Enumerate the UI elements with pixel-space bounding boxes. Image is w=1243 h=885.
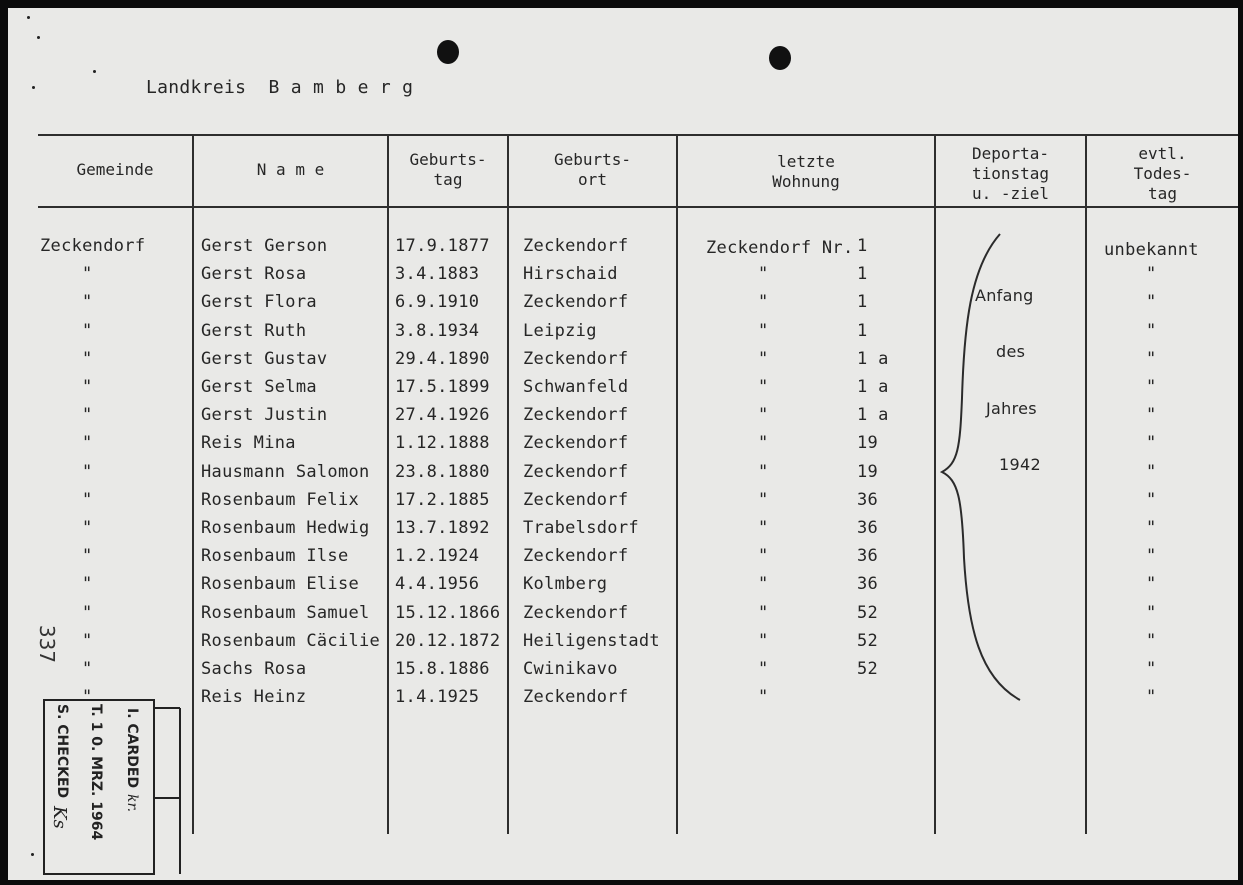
cell-wohnung-nr: 36	[857, 574, 879, 595]
cell-name: Rosenbaum Felix	[201, 489, 360, 510]
cell-name: Rosenbaum Elise	[201, 574, 360, 595]
cell-gemeinde: "	[82, 659, 93, 679]
cell-todestag: "	[1146, 461, 1157, 482]
cell-todestag: "	[1146, 320, 1157, 341]
stamp-date: T. 1 0. MRZ. 1964	[88, 704, 104, 841]
cell-name: Rosenbaum Samuel	[201, 602, 370, 623]
cell-geburtsort: Kolmberg	[523, 574, 608, 595]
cell-todestag: "	[1146, 433, 1157, 454]
cell-wohnung-ort: "	[758, 320, 769, 341]
cell-geburtstag: 3.8.1934	[395, 320, 480, 341]
column-header-name: N a m e	[256, 160, 325, 179]
cell-todestag: "	[1146, 546, 1157, 567]
cell-geburtstag: 1.2.1924	[395, 546, 480, 567]
cell-gemeinde: "	[82, 461, 93, 482]
cell-name: Sachs Rosa	[201, 659, 307, 679]
cell-geburtsort: Zeckendorf	[523, 602, 629, 623]
cell-wohnung-nr: 1 a	[857, 377, 889, 397]
cell-gemeinde: "	[82, 405, 93, 426]
carded-checked-stamp	[42, 698, 182, 876]
column-divider	[676, 134, 678, 834]
cell-wohnung-nr: 1 a	[857, 405, 889, 426]
deportation-line3: Jahres	[986, 399, 1037, 418]
cell-wohnung-nr: 52	[857, 659, 879, 679]
cell-geburtsort: Leipzig	[523, 320, 597, 341]
cell-wohnung-ort: Zeckendorf Nr.	[706, 238, 854, 258]
speck	[93, 70, 96, 73]
cell-todestag: "	[1146, 687, 1157, 708]
cell-todestag: "	[1146, 377, 1157, 397]
speck	[32, 86, 35, 89]
cell-wohnung-ort: "	[758, 433, 769, 454]
cell-geburtsort: Zeckendorf	[523, 546, 629, 567]
cell-todestag: "	[1146, 348, 1157, 369]
punch-hole-left	[437, 40, 459, 64]
table-top-rule	[38, 134, 1238, 136]
speck	[31, 853, 34, 856]
cell-todestag: "	[1146, 264, 1157, 285]
cell-wohnung-nr: 1	[857, 320, 868, 341]
cell-wohnung-ort: "	[758, 574, 769, 595]
punch-hole-right	[769, 46, 791, 70]
cell-wohnung-nr: 52	[857, 602, 879, 623]
cell-name: Gerst Flora	[201, 292, 317, 313]
cell-name: Gerst Rosa	[201, 264, 307, 285]
cell-name: Gerst Ruth	[201, 320, 307, 341]
column-header-geburtstag: Geburts- tag	[409, 150, 487, 189]
cell-name: Gerst Selma	[201, 377, 317, 397]
speck	[37, 36, 40, 39]
cell-gemeinde: "	[82, 546, 93, 567]
cell-wohnung-nr: 36	[857, 489, 879, 510]
cell-geburtstag: 17.2.1885	[395, 489, 490, 510]
cell-gemeinde: "	[82, 292, 93, 313]
cell-todestag: "	[1146, 630, 1157, 651]
stamp-carded-initials: kr.	[124, 794, 140, 813]
cell-gemeinde: "	[82, 518, 93, 538]
cell-geburtsort: Zeckendorf	[523, 489, 629, 510]
stamp-checked-initials: Ks	[49, 806, 70, 829]
cell-gemeinde: "	[82, 602, 93, 623]
cell-wohnung-nr: 19	[857, 433, 879, 454]
stamp-carded: I. CARDED	[124, 708, 140, 789]
cell-gemeinde: "	[82, 433, 93, 454]
column-header-gemeinde: Gemeinde	[76, 160, 154, 179]
cell-name: Rosenbaum Cäcilie	[201, 630, 381, 651]
cell-wohnung-ort: "	[758, 489, 769, 510]
cell-wohnung-nr: 36	[857, 546, 879, 567]
cell-geburtsort: Hirschaid	[523, 264, 618, 285]
cell-name: Reis Mina	[201, 433, 296, 454]
column-header-deportation: Deporta- tionstag u. -ziel	[971, 144, 1050, 203]
cell-wohnung-ort: "	[758, 659, 769, 679]
cell-wohnung-ort: "	[758, 405, 769, 426]
cell-geburtstag: 17.9.1877	[395, 236, 490, 256]
cell-name: Rosenbaum Ilse	[201, 546, 349, 567]
cell-gemeinde: "	[82, 489, 93, 510]
cell-todestag: "	[1146, 518, 1157, 538]
page-number: 337	[35, 624, 60, 664]
deportation-line1: Anfang	[975, 286, 1034, 305]
cell-geburtsort: Zeckendorf	[523, 348, 629, 369]
cell-geburtsort: Zeckendorf	[523, 687, 629, 708]
cell-wohnung-ort: "	[758, 377, 769, 397]
column-divider	[1085, 134, 1087, 834]
cell-geburtsort: Heiligenstadt	[523, 630, 660, 651]
cell-gemeinde: "	[82, 320, 93, 341]
cell-gemeinde: "	[82, 264, 93, 285]
cell-wohnung-ort: "	[758, 687, 769, 708]
deportation-line4: 1942	[999, 455, 1041, 474]
stamp-checked: S. CHECKED	[54, 704, 70, 799]
cell-geburtstag: 20.12.1872	[395, 630, 501, 651]
cell-todestag: unbekannt	[1104, 240, 1199, 260]
cell-name: Rosenbaum Hedwig	[201, 518, 370, 538]
cell-wohnung-ort: "	[758, 518, 769, 538]
cell-geburtsort: Zeckendorf	[523, 405, 629, 426]
cell-wohnung-nr: 1	[857, 264, 868, 285]
cell-wohnung-ort: "	[758, 292, 769, 313]
cell-wohnung-nr: 1	[857, 236, 868, 256]
cell-name: Gerst Gustav	[201, 348, 328, 369]
cell-wohnung-ort: "	[758, 630, 769, 651]
cell-geburtstag: 1.12.1888	[395, 433, 490, 454]
cell-wohnung-ort: "	[758, 546, 769, 567]
speck	[27, 16, 30, 19]
cell-geburtstag: 15.8.1886	[395, 659, 490, 679]
cell-geburtsort: Zeckendorf	[523, 236, 629, 256]
cell-wohnung-nr: 1	[857, 292, 868, 313]
cell-todestag: "	[1146, 602, 1157, 623]
cell-wohnung-ort: "	[758, 461, 769, 482]
cell-todestag: "	[1146, 574, 1157, 595]
column-header-geburtsort: Geburts- ort	[553, 150, 632, 189]
cell-geburtstag: 15.12.1866	[395, 602, 501, 623]
cell-geburtstag: 23.8.1880	[395, 461, 490, 482]
cell-gemeinde: "	[82, 348, 93, 369]
cell-name: Gerst Gerson	[201, 236, 328, 256]
cell-geburtsort: Zeckendorf	[523, 433, 629, 454]
cell-todestag: "	[1146, 405, 1157, 426]
cell-name: Reis Heinz	[201, 687, 307, 708]
cell-wohnung-ort: "	[758, 602, 769, 623]
cell-geburtstag: 6.9.1910	[395, 292, 480, 313]
cell-geburtstag: 13.7.1892	[395, 518, 490, 538]
cell-wohnung-nr: 1 a	[857, 348, 889, 369]
district-header: Landkreis B a m b e r g	[146, 77, 414, 98]
cell-geburtsort: Zeckendorf	[523, 461, 629, 482]
column-divider	[934, 134, 936, 834]
cell-geburtsort: Cwinikavo	[523, 659, 618, 679]
cell-geburtsort: Trabelsdorf	[523, 518, 639, 538]
cell-geburtsort: Schwanfeld	[523, 377, 629, 397]
cell-geburtstag: 3.4.1883	[395, 264, 480, 285]
cell-gemeinde: "	[82, 574, 93, 595]
cell-wohnung-nr: 36	[857, 518, 879, 538]
header-bottom-rule	[38, 206, 1238, 208]
cell-todestag: "	[1146, 659, 1157, 679]
deportation-line2: des	[996, 342, 1026, 361]
cell-todestag: "	[1146, 489, 1157, 510]
column-divider	[387, 134, 389, 834]
cell-geburtstag: 1.4.1925	[395, 687, 480, 708]
column-header-wohnung: letzte Wohnung	[772, 152, 840, 191]
cell-geburtstag: 17.5.1899	[395, 377, 490, 397]
cell-gemeinde: "	[82, 630, 93, 651]
cell-geburtstag: 27.4.1926	[395, 405, 490, 426]
column-divider	[507, 134, 509, 834]
cell-todestag: "	[1146, 292, 1157, 313]
cell-geburtsort: Zeckendorf	[523, 292, 629, 313]
cell-gemeinde: Zeckendorf	[40, 236, 146, 256]
cell-wohnung-ort: "	[758, 264, 769, 285]
column-header-todestag: evtl. Todes- tag	[1133, 144, 1192, 203]
cell-name: Gerst Justin	[201, 405, 328, 426]
cell-gemeinde: "	[82, 687, 93, 708]
cell-name: Hausmann Salomon	[201, 461, 370, 482]
cell-wohnung-nr: 19	[857, 461, 879, 482]
column-divider	[192, 134, 194, 834]
cell-geburtstag: 29.4.1890	[395, 348, 490, 369]
cell-geburtstag: 4.4.1956	[395, 574, 480, 595]
cell-wohnung-ort: "	[758, 348, 769, 369]
cell-gemeinde: "	[82, 377, 93, 397]
cell-wohnung-nr: 52	[857, 630, 879, 651]
